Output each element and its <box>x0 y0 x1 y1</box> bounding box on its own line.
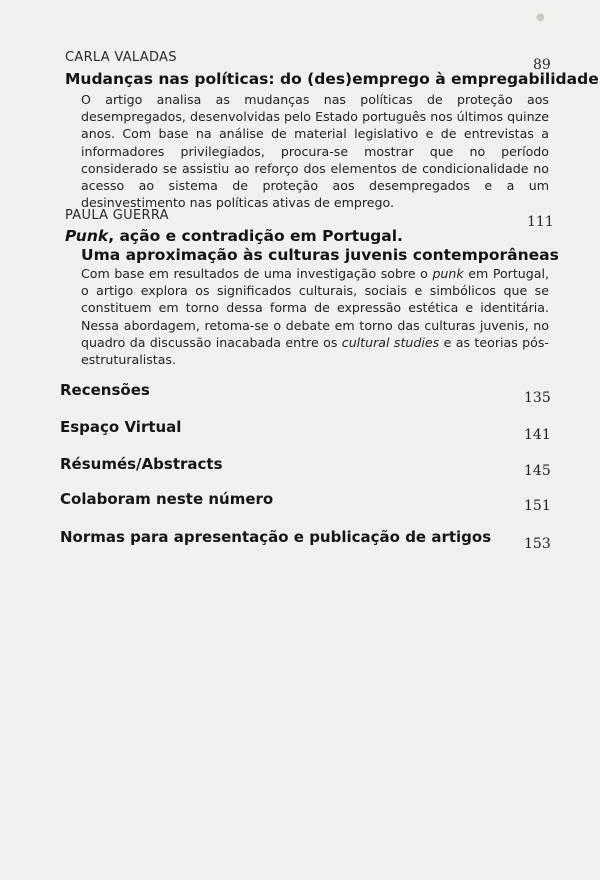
article-2-page-number: 111 <box>527 214 554 230</box>
section-espaco-virtual-page: 141 <box>524 427 551 443</box>
article-1-page-number: 89 <box>533 57 551 73</box>
section-normas: Normas para apresentação e publicação de artigos <box>60 528 492 546</box>
article-1-title: Mudanças nas políticas: do (des)emprego à empregabilidade <box>65 70 599 88</box>
article-2-title-italic: Punk <box>65 227 109 245</box>
section-resumes-abstracts-page: 145 <box>524 463 551 479</box>
article-1-abstract: O artigo analisa as mudanças nas políticas de proteção aos desempregados, desenvolvidas pelo Estado português nos últimos quinze anos. Com base na análise de material legislativo e de entrevistas a informadores privilegiados, procura-se mostrar que no período considerado se assistiu ao reforço dos elementos de condicionalidade no acesso ao sistema de proteção aos desempregados e a um desinvestimento nas políticas ativas de emprego. <box>81 92 549 211</box>
section-espaco-virtual: Espaço Virtual <box>60 418 182 436</box>
article-2-title-rest: , ação e contradição em Portugal. <box>108 227 403 245</box>
article-2-title <box>65 227 403 245</box>
corner-dot: ● <box>536 12 545 23</box>
abstract-text-2: em Portugal, o artigo explora os significados culturais, sociais e simbólicos que se constituem em torno dessa forma de expressão estética e identitária. Nessa abordagem, retoma-se o debate em torno das culturas juvenis, no quadro da discussão inacabada entre os <box>81 266 549 350</box>
section-recensoes-page: 135 <box>524 390 551 406</box>
article-2-subtitle: Uma aproximação às culturas juvenis contemporâneas <box>81 246 559 264</box>
section-colaboram-page: 151 <box>524 498 551 514</box>
article-2-abstract <box>81 265 549 368</box>
abstract-text-3: e as teorias pós-estruturalistas. <box>81 334 549 368</box>
section-normas-page: 153 <box>524 536 551 552</box>
abstract-italic-cultural-studies: cultural studies <box>341 334 440 350</box>
section-recensoes: Recensões <box>60 381 150 399</box>
section-colaboram: Colaboram neste número <box>60 490 274 508</box>
article-1-author: CARLA VALADAS <box>65 50 177 65</box>
abstract-text-1: Com base em resultados de uma investigação sobre o <box>81 266 433 281</box>
article-2-author: PAULA GUERRA <box>65 208 169 223</box>
section-resumes-abstracts: Résumés/Abstracts <box>60 455 223 473</box>
abstract-italic-punk: punk <box>432 266 464 281</box>
